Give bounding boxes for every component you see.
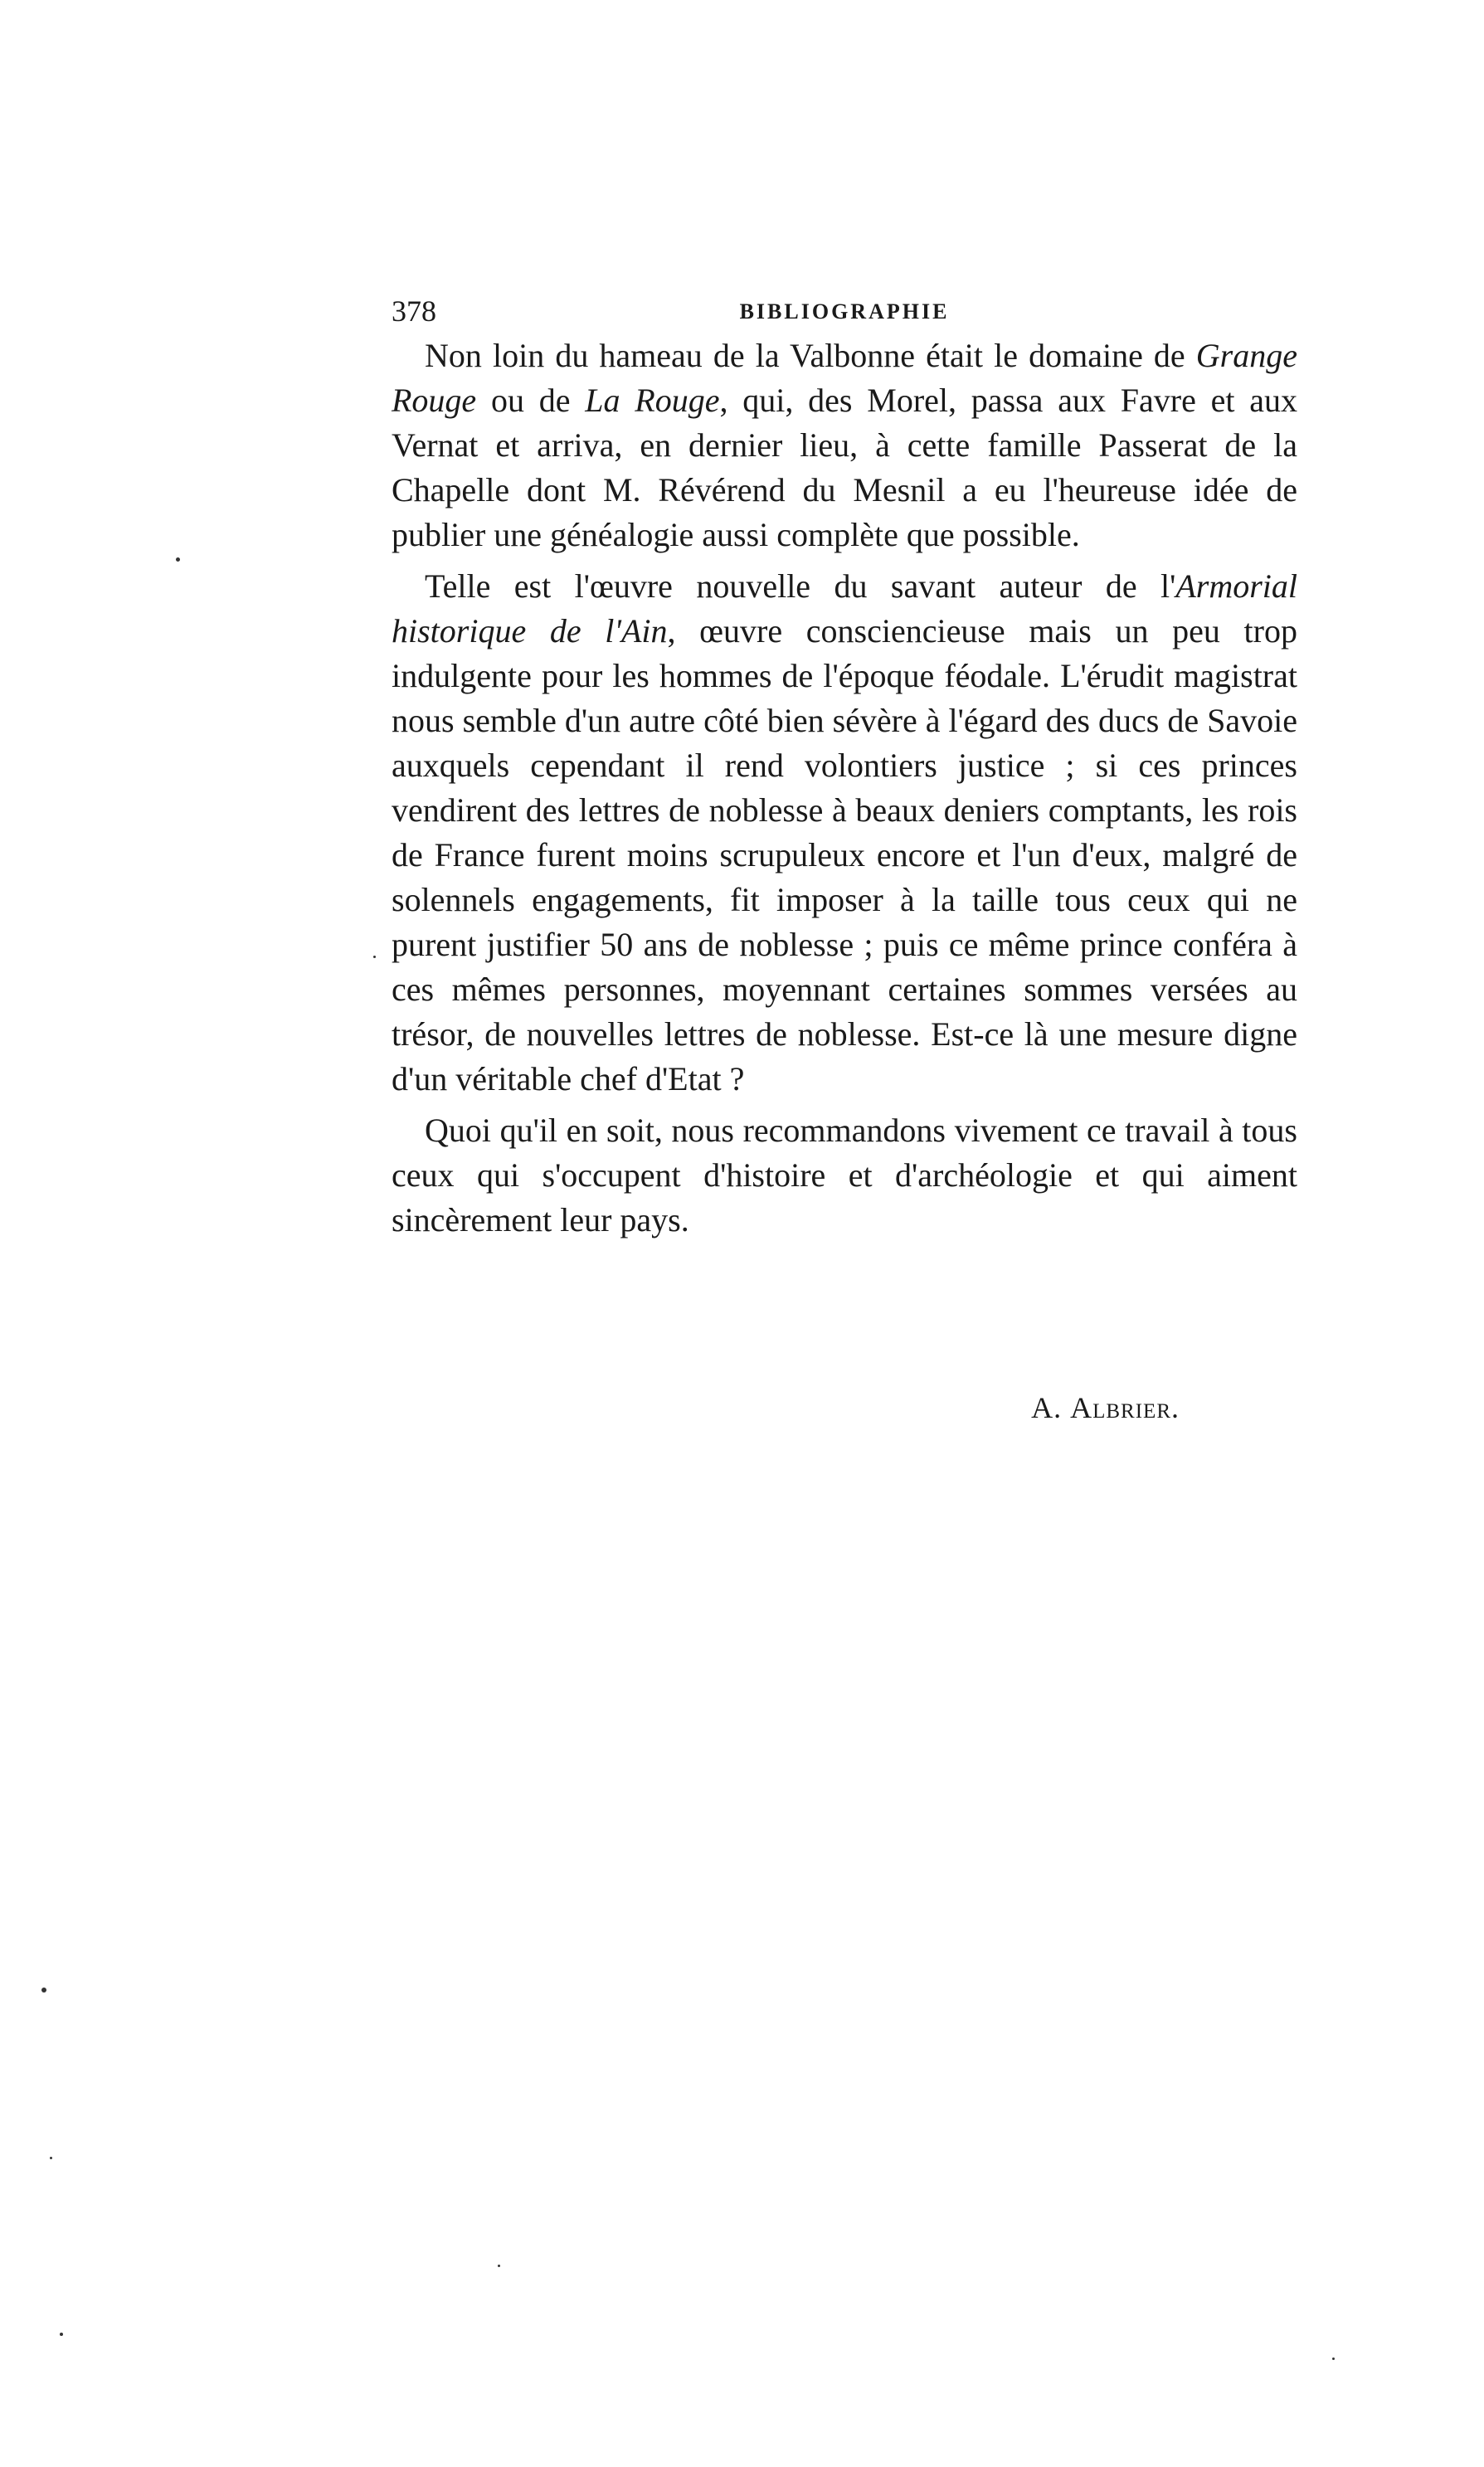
signature-initial: A.: [1031, 1391, 1071, 1424]
italic-title: Armorial historique de l'Ain: [392, 567, 1297, 650]
text-segment: Quoi qu'il en soit, nous recommandons vivement ce travail à tous ceux qui s'occupent d'histoire et d'archéologie et qui aiment sincèrement leur pays.: [392, 1112, 1297, 1238]
signature-surname: Albrier.: [1070, 1391, 1180, 1424]
text-segment: ou de: [476, 382, 586, 419]
text-segment: , qui, des Morel, passa aux Favre et aux Vernat et arriva, en dernier lieu, à cette famille Passerat de la Chapelle dont M. Révérend du Mesnil a eu l'heureuse idée de publier une généalogie aussi complète que possible.: [392, 382, 1297, 553]
text-segment: Telle est l'œuvre nouvelle du savant auteur de l': [425, 567, 1176, 605]
paragraph: [392, 333, 1297, 557]
paragraph: [392, 1108, 1297, 1243]
page-header: [392, 292, 1297, 333]
author-signature: [392, 1387, 1180, 1428]
italic-title: Grange Rouge: [392, 337, 1297, 419]
italic-title: La Rouge: [585, 382, 720, 419]
paragraph: [392, 564, 1297, 1102]
text-segment: , œuvre consciencieuse mais un peu trop indulgente pour les hommes de l'époque féodale. L'érudit magistrat nous semble d'un autre côté bien sévère à l'égard des ducs de Savoie auxquels cependant il rend volontiers justice ; si ces princes vendirent des lettres de noblesse à beaux deniers comptants, les rois de France furent moins scrupuleux encore et l'un d'eux, malgré de solennels engagements, fit imposer à la taille tous ceux qui ne purent justifier 50 ans de noblesse ; puis ce même prince conféra à ces mêmes personnes, moyennant certaines sommes versées au trésor, de nouvelles lettres de noblesse. Est-ce là une mesure digne d'un véritable chef d'Etat ?: [392, 612, 1297, 1097]
running-head: BIBLIOGRAPHIE: [739, 299, 950, 324]
article-body: [392, 333, 1297, 1243]
text-segment: Non loin du hameau de la Valbonne était le domaine de: [425, 337, 1196, 374]
page-number: 378: [392, 294, 436, 328]
